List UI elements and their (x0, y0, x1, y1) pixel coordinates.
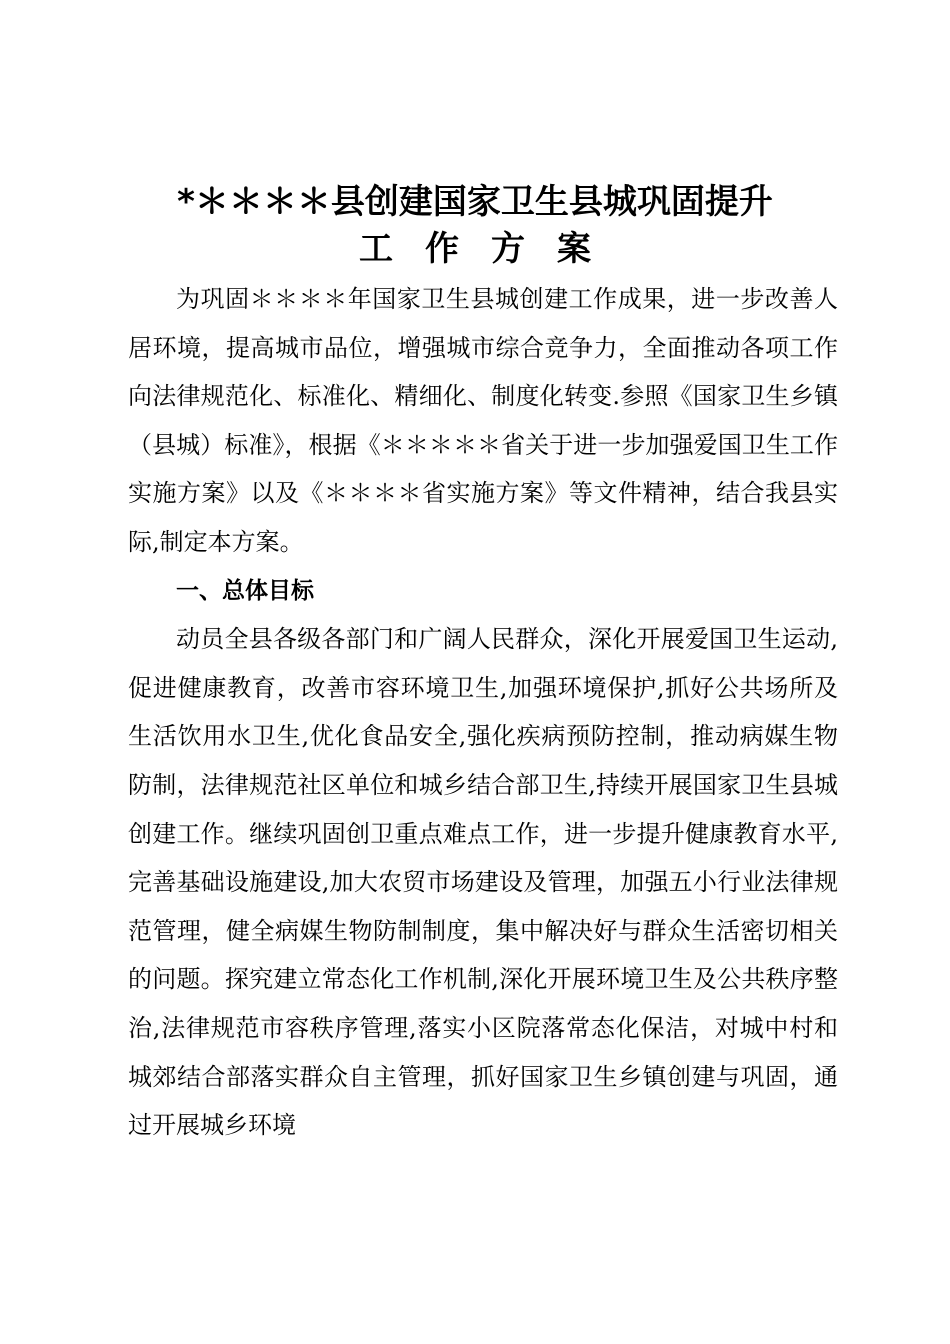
intro-paragraph: 为巩固＊＊＊＊年国家卫生县城创建工作成果，进一步改善人居环境，提高城市品位，增强城市综合竞争力，全面推动各项工作向法律规范化、标准化、精细化、制度化转变.参照《国家卫生乡镇（县城）标准》，根据《＊＊＊＊＊省关于进一步加强爱国卫生工作实施方案》以及《＊＊＊＊省实施方案》等文件精神，结合我县实际,制定本方案。 (128, 285, 838, 556)
section1-paragraph: 动员全县各级各部门和广阔人民群众，深化开展爱国卫生运动,促进健康教育，改善市容环境卫生,加强环境保护,抓好公共场所及生活饮用水卫生,优化食品安全,强化疾病预防控制，推动病媒生物防制，法律规范社区单位和城乡结合部卫生,持续开展国家卫生县城创建工作。继续巩固创卫重点难点工作，进一步提升健康教育水平,完善基础设施建设,加大农贸市场建设及管理，加强五小行业法律规范管理，健全病媒生物防制制度，集中解决好与群众生活密切相关的问题。探究建立常态化工作机制,深化开展环境卫生及公共秩序整治,法律规范市容秩序管理,落实小区院落常态化保洁，对城中村和城郊结合部落实群众自主管理，抓好国家卫生乡镇创建与巩固，通过开展城乡环境 (128, 625, 838, 1140)
document-title-line2: 工作方案 (359, 229, 623, 269)
document-title-line1: *＊＊＊＊县创建国家卫生县城巩固提升 (177, 182, 773, 222)
section-heading-overall-goals: 一、总体目标 (176, 577, 314, 604)
document-body (128, 275, 838, 1150)
